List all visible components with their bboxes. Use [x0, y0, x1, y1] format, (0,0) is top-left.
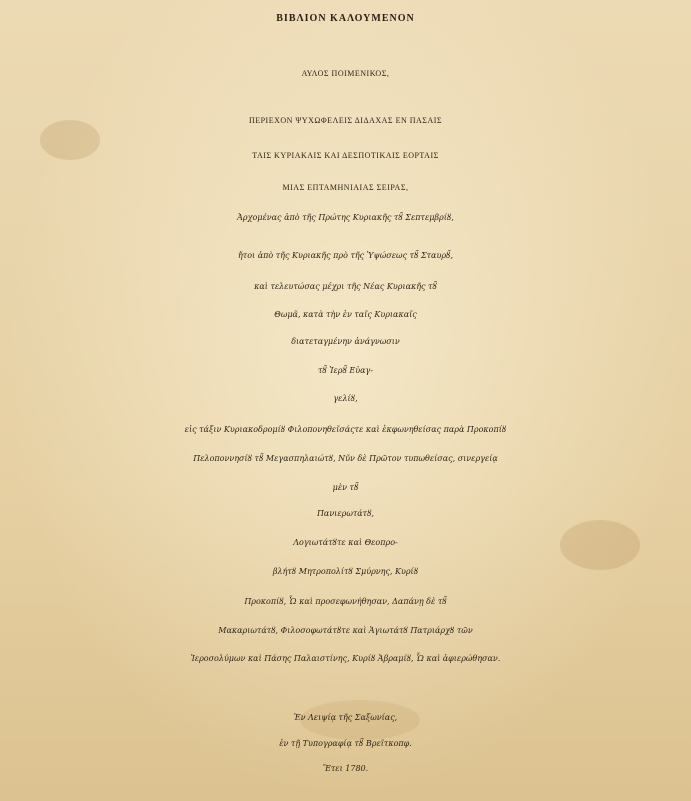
description-line: Θωμᾶ, κατὰ τὴν ἐν ταῖς Κυριακαῖς	[274, 310, 417, 319]
description-line: Προκοπίȣ, Ὧ καὶ προσεφωνήθησαν, Δαπάνῃ δὲ τȣ̃	[244, 597, 447, 606]
description-line: βλήτȣ Μητροπολίτȣ Σμύρνης, Κυρίȣ	[272, 567, 419, 576]
description-line: Πανιερωτάτȣ,	[316, 509, 375, 518]
description-line: διατεταγμένην ἀνάγνωσιν	[291, 337, 400, 346]
description-line: εἰς τάξιν Κυριακοδρομίȣ Φιλοπονηθεῖσάςτε καὶ ἐκφωνηθείσας παρὰ Προκοπίȣ	[184, 425, 507, 434]
imprint-printer: ἐν τῇ Τυπογραφίᾳ τȣ̃ Βρεϊτκοπφ.	[279, 739, 412, 748]
description-line: ἤτοι ἀπὸ τῆς Κυριακῆς πρὸ τῆς Ὑψώσεως τȣ̃ Σταυρȣ̃,	[238, 251, 453, 260]
description-line: ΤΑΙΣ ΚΥΡΙΑΚΑΙΣ ΚΑΙ ΔΕΣΠΟΤΙΚΑΙΣ ΕΟΡΤΑΙΣ	[252, 151, 439, 160]
description-line: μὲν τȣ̃	[332, 483, 359, 492]
description-line: Πελοποννησίȣ τȣ̃ Μεγασπηλαιώτȣ, Νῦν δὲ Πρῶτον τυπωθείσας, σινεργείᾳ	[193, 454, 498, 463]
description-line: γελίȣ,	[333, 394, 358, 403]
description-line: ΠΕΡΙΕΧΟΝ ΨΥΧΩΦΕΛΕΙΣ ΔΙΔΑΧΑΣ ΕΝ ΠΑΣΑΙΣ	[248, 116, 443, 125]
imprint-place: Ἐν Λειψίᾳ τῆς Σαξωνίας,	[293, 713, 398, 722]
description-line: Ἀρχομένας ἀπὸ τῆς Πρώτης Κυριακῆς τȣ̃ Σεπτεμβρίȣ,	[237, 213, 454, 222]
description-line: Λογιωτάτȣτε καὶ Θεοπρο-	[293, 538, 398, 547]
description-line: ΜΙΑΣ ΕΠΤΑΜΗΝΙΑΙΑΣ ΣΕΙΡΑΣ,	[282, 183, 409, 192]
description-line: Ἱεροσολύμων καὶ Πάσης Παλαιστίνης, Κυρίȣ Ἀβραμίȣ, Ὧ καὶ ἀφιερώθησαν.	[190, 654, 501, 663]
imprint-year: Ἔτει 1780.	[322, 764, 369, 773]
description-line: καὶ τελευτώσας μέχρι τῆς Νέας Κυριακῆς τȣ̃	[254, 282, 437, 291]
subtitle: ΑΥΛΟΣ ΠΟΙΜΕΝΙΚΟΣ,	[301, 69, 390, 78]
main-title: ΒΙΒΛΙΟΝ ΚΑΛΟΥΜΕΝΟΝ	[276, 13, 415, 24]
description-line: Μακαριωτάτȣ, Φιλοσοφωτάτȣτε καὶ Ἁγιωτάτȣ Πατριάρχȣ τῶν	[218, 626, 473, 635]
description-line: τȣ̃ Ἱερȣ̃ Εὐαγ-	[317, 366, 374, 375]
